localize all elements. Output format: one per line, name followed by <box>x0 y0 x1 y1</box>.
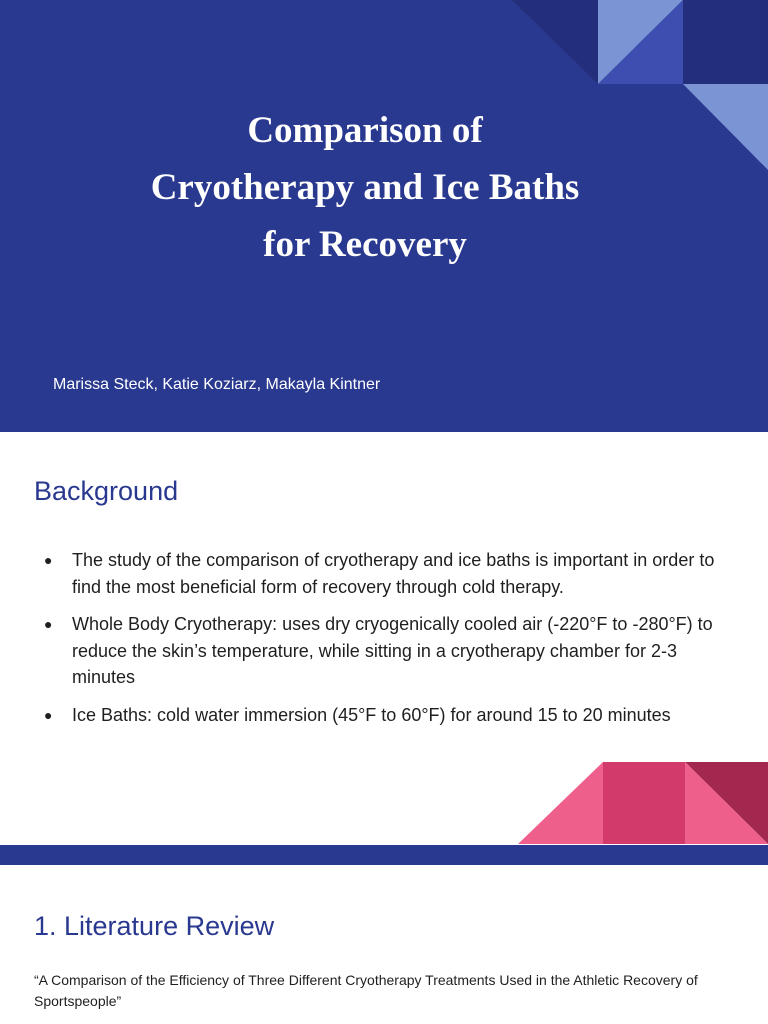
background-slide <box>0 432 768 845</box>
title-line: for Recovery <box>263 224 467 265</box>
background-heading: Background <box>34 476 179 506</box>
title-slide <box>0 0 768 432</box>
bullet-text: The study of the comparison of cryotherapy and ice baths is important in order to find the most beneficial form of recovery through cold therapy. <box>72 550 715 597</box>
literature-review-slide <box>0 865 768 1024</box>
bullet-text: Ice Baths: cold water immersion (45°F to 60°F) for around 15 to 20 minutes <box>72 704 671 725</box>
deco-pink-triangle <box>518 762 603 844</box>
authors-line: Marissa Steck, Katie Koziarz, Makayla Kintner <box>53 376 381 393</box>
slide-divider-bar <box>0 845 768 865</box>
deco-navy-triangle <box>512 0 598 84</box>
title-line: Comparison of <box>247 110 483 151</box>
title-line: Cryotherapy and Ice Baths <box>150 167 580 208</box>
literature-quote: “A Comparison of the Efficiency of Three Different Cryotherapy Treatments Used in the Athletic Recovery of Sportspeople” <box>34 972 698 1009</box>
background-corner-decoration <box>0 432 768 845</box>
bullet-icon: ● <box>44 706 53 723</box>
bullet-icon: ● <box>44 552 53 568</box>
bullet-icon: ● <box>44 616 53 632</box>
literature-review-heading: 1. Literature Review <box>34 911 275 941</box>
deco-magenta-square <box>603 762 685 844</box>
deco-navy-square <box>683 0 768 84</box>
bullet-text: Whole Body Cryotherapy: uses dry cryogenically cooled air (-220°F to -280°F) to reduce the skin’s temperature, while sitting in a cryotherapy chamber for 2-3 minutes <box>72 614 713 687</box>
presentation-title <box>0 102 730 273</box>
